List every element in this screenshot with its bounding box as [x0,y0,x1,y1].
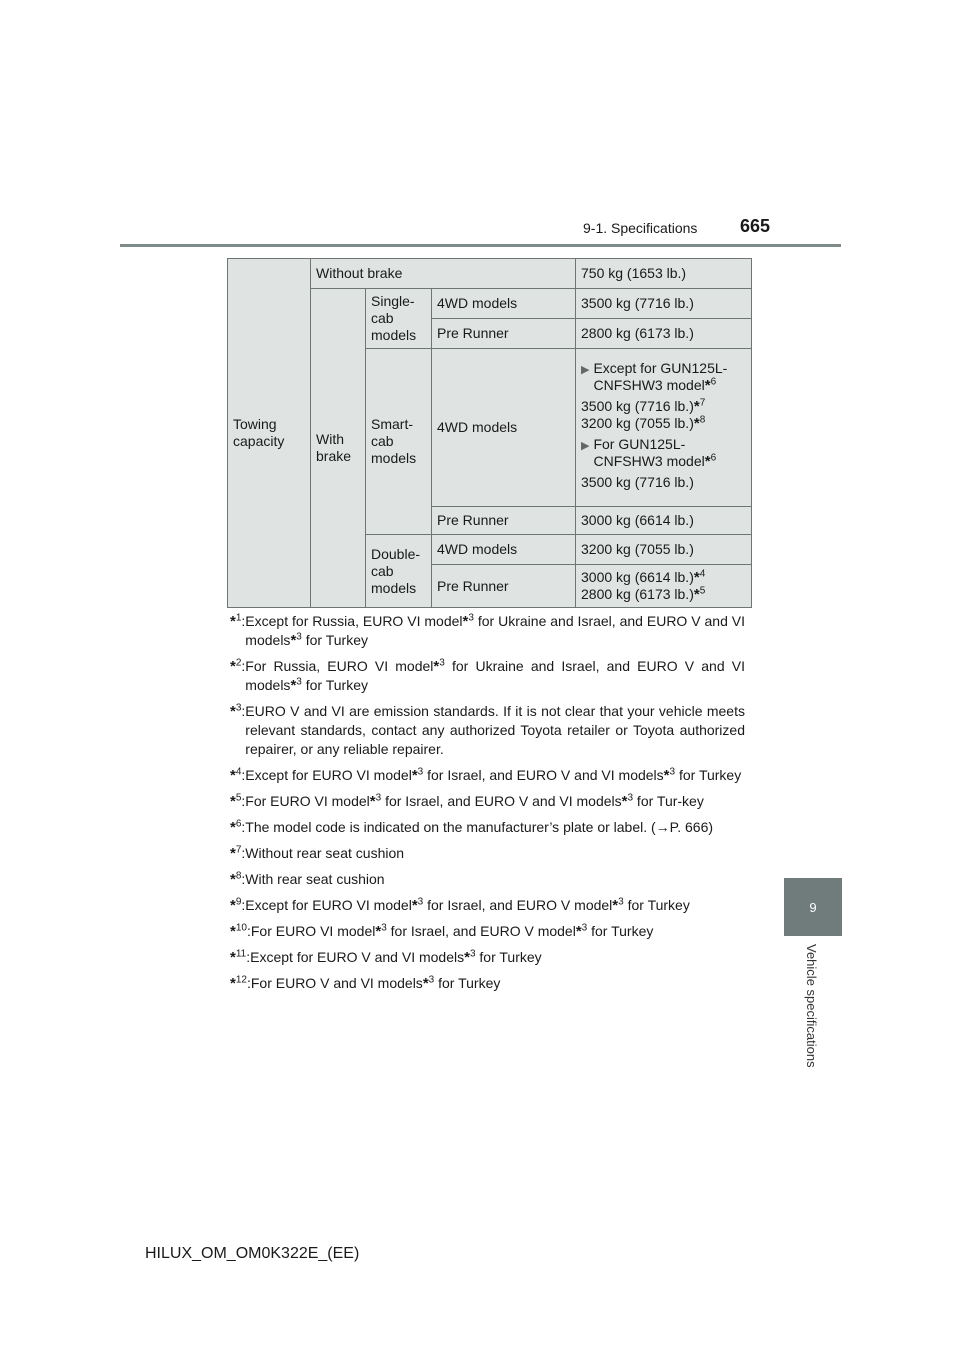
towing-capacity-header: Towing capacity [228,259,311,608]
single-cab-label: Single-cab models [366,289,432,349]
double-cab-4wd-label: 4WD models [432,535,576,565]
triangle-bullet-icon: ▶ [581,440,590,452]
page-number: 665 [740,216,771,236]
document-code: HILUX_OM_OM0K322E_(EE) [145,1245,360,1262]
smart-cab-4wd-label: 4WD models [432,349,576,507]
smart-cab-prerunner-label: Pre Runner [432,507,576,535]
footnote: *$^6$: The model code is indicated on the manufacturer’s plate or label. (→P. 666) [230,818,714,836]
chapter-number: 9 [809,899,817,915]
smart-cab-4wd-value: ▶ Except for GUN125L-CNFSHW3 model*$^6$ 3500 kg (7716 lb.)*$^7$ 3200 kg (7055 lb.)*$^8$ ▶ For GUN125L-CNFSHW3 model*$^6$ 3500 kg (7716 lb.) [576,349,752,507]
footnote: *$^{11}$: Except for EURO V and VI models*$^3$ for Turkey [230,948,542,966]
footnote: *$^9$: Except for EURO VI model*$^3$ for Israel, and EURO V model*$^3$ for Turkey [230,896,690,914]
footnote: *$^2$: For Russia, EURO VI model*$^3$ for Ukraine and Israel, and EURO V and VI models*$^3$ for Turkey [230,657,745,694]
single-cab-prerunner-label: Pre Runner [432,319,576,349]
smart-cab-label: Smart-cab models [366,349,432,535]
double-cab-prerunner-value: 3000 kg (6614 lb.)*$^4$ 2800 kg (6173 lb.)*$^5$ [576,565,752,608]
chapter-tab[interactable] [784,878,842,936]
double-cab-prerunner-label: Pre Runner [432,565,576,608]
double-cab-4wd-value: 3200 kg (7055 lb.) [576,535,752,565]
footnote: *$^8$: With rear seat cushion [230,870,385,888]
towing-capacity-table [227,258,752,608]
footnote: *$^{12}$: For EURO V and VI models*$^3$ for Turkey [230,974,501,992]
footnote: *$^3$: EURO V and VI are emission standards. If it is not clear that your vehicle meets relevant standards, contact any authorized Toyota retailer or Toyota authorized repairer, or any reliable repairer. [230,702,745,757]
with-brake-label: With brake [311,289,366,608]
except-bullet: ▶ Except for GUN125L-CNFSHW3 model*$^6$ [581,360,728,394]
header-divider [120,244,841,247]
chapter-label: Vehicle specifications [804,944,819,1068]
single-cab-prerunner-value: 2800 kg (6173 lb.) [576,319,752,349]
smart-cab-prerunner-value: 3000 kg (6614 lb.) [576,507,752,535]
footnote: *$^5$: For EURO VI model*$^3$ for Israel, and EURO V and VI models*$^3$ for Tur-key [230,792,704,810]
single-cab-4wd-label: 4WD models [432,289,576,319]
for-bullet: ▶ For GUN125L-CNFSHW3 model*$^6$ [581,436,717,470]
section-title: 9-1. Specifications [583,220,698,236]
without-brake-label: Without brake [311,259,576,289]
footnote: *$^4$: Except for EURO VI model*$^3$ for Israel, and EURO V and VI models*$^3$ for Turkey [230,766,742,784]
triangle-bullet-icon: ▶ [581,364,590,376]
footnote: *$^1$: Except for Russia, EURO VI model*$^3$ for Ukraine and Israel, and EURO V and VI models*$^3$ for Turkey [230,612,745,649]
double-cab-label: Double-cab models [366,535,432,608]
footnotes [230,612,745,1000]
without-brake-value: 750 kg (1653 lb.) [576,259,752,289]
footnote: *$^7$: Without rear seat cushion [230,844,405,862]
single-cab-4wd-value: 3500 kg (7716 lb.) [576,289,752,319]
footnote: *$^{10}$: For EURO VI model*$^3$ for Israel, and EURO V model*$^3$ for Turkey [230,922,654,940]
